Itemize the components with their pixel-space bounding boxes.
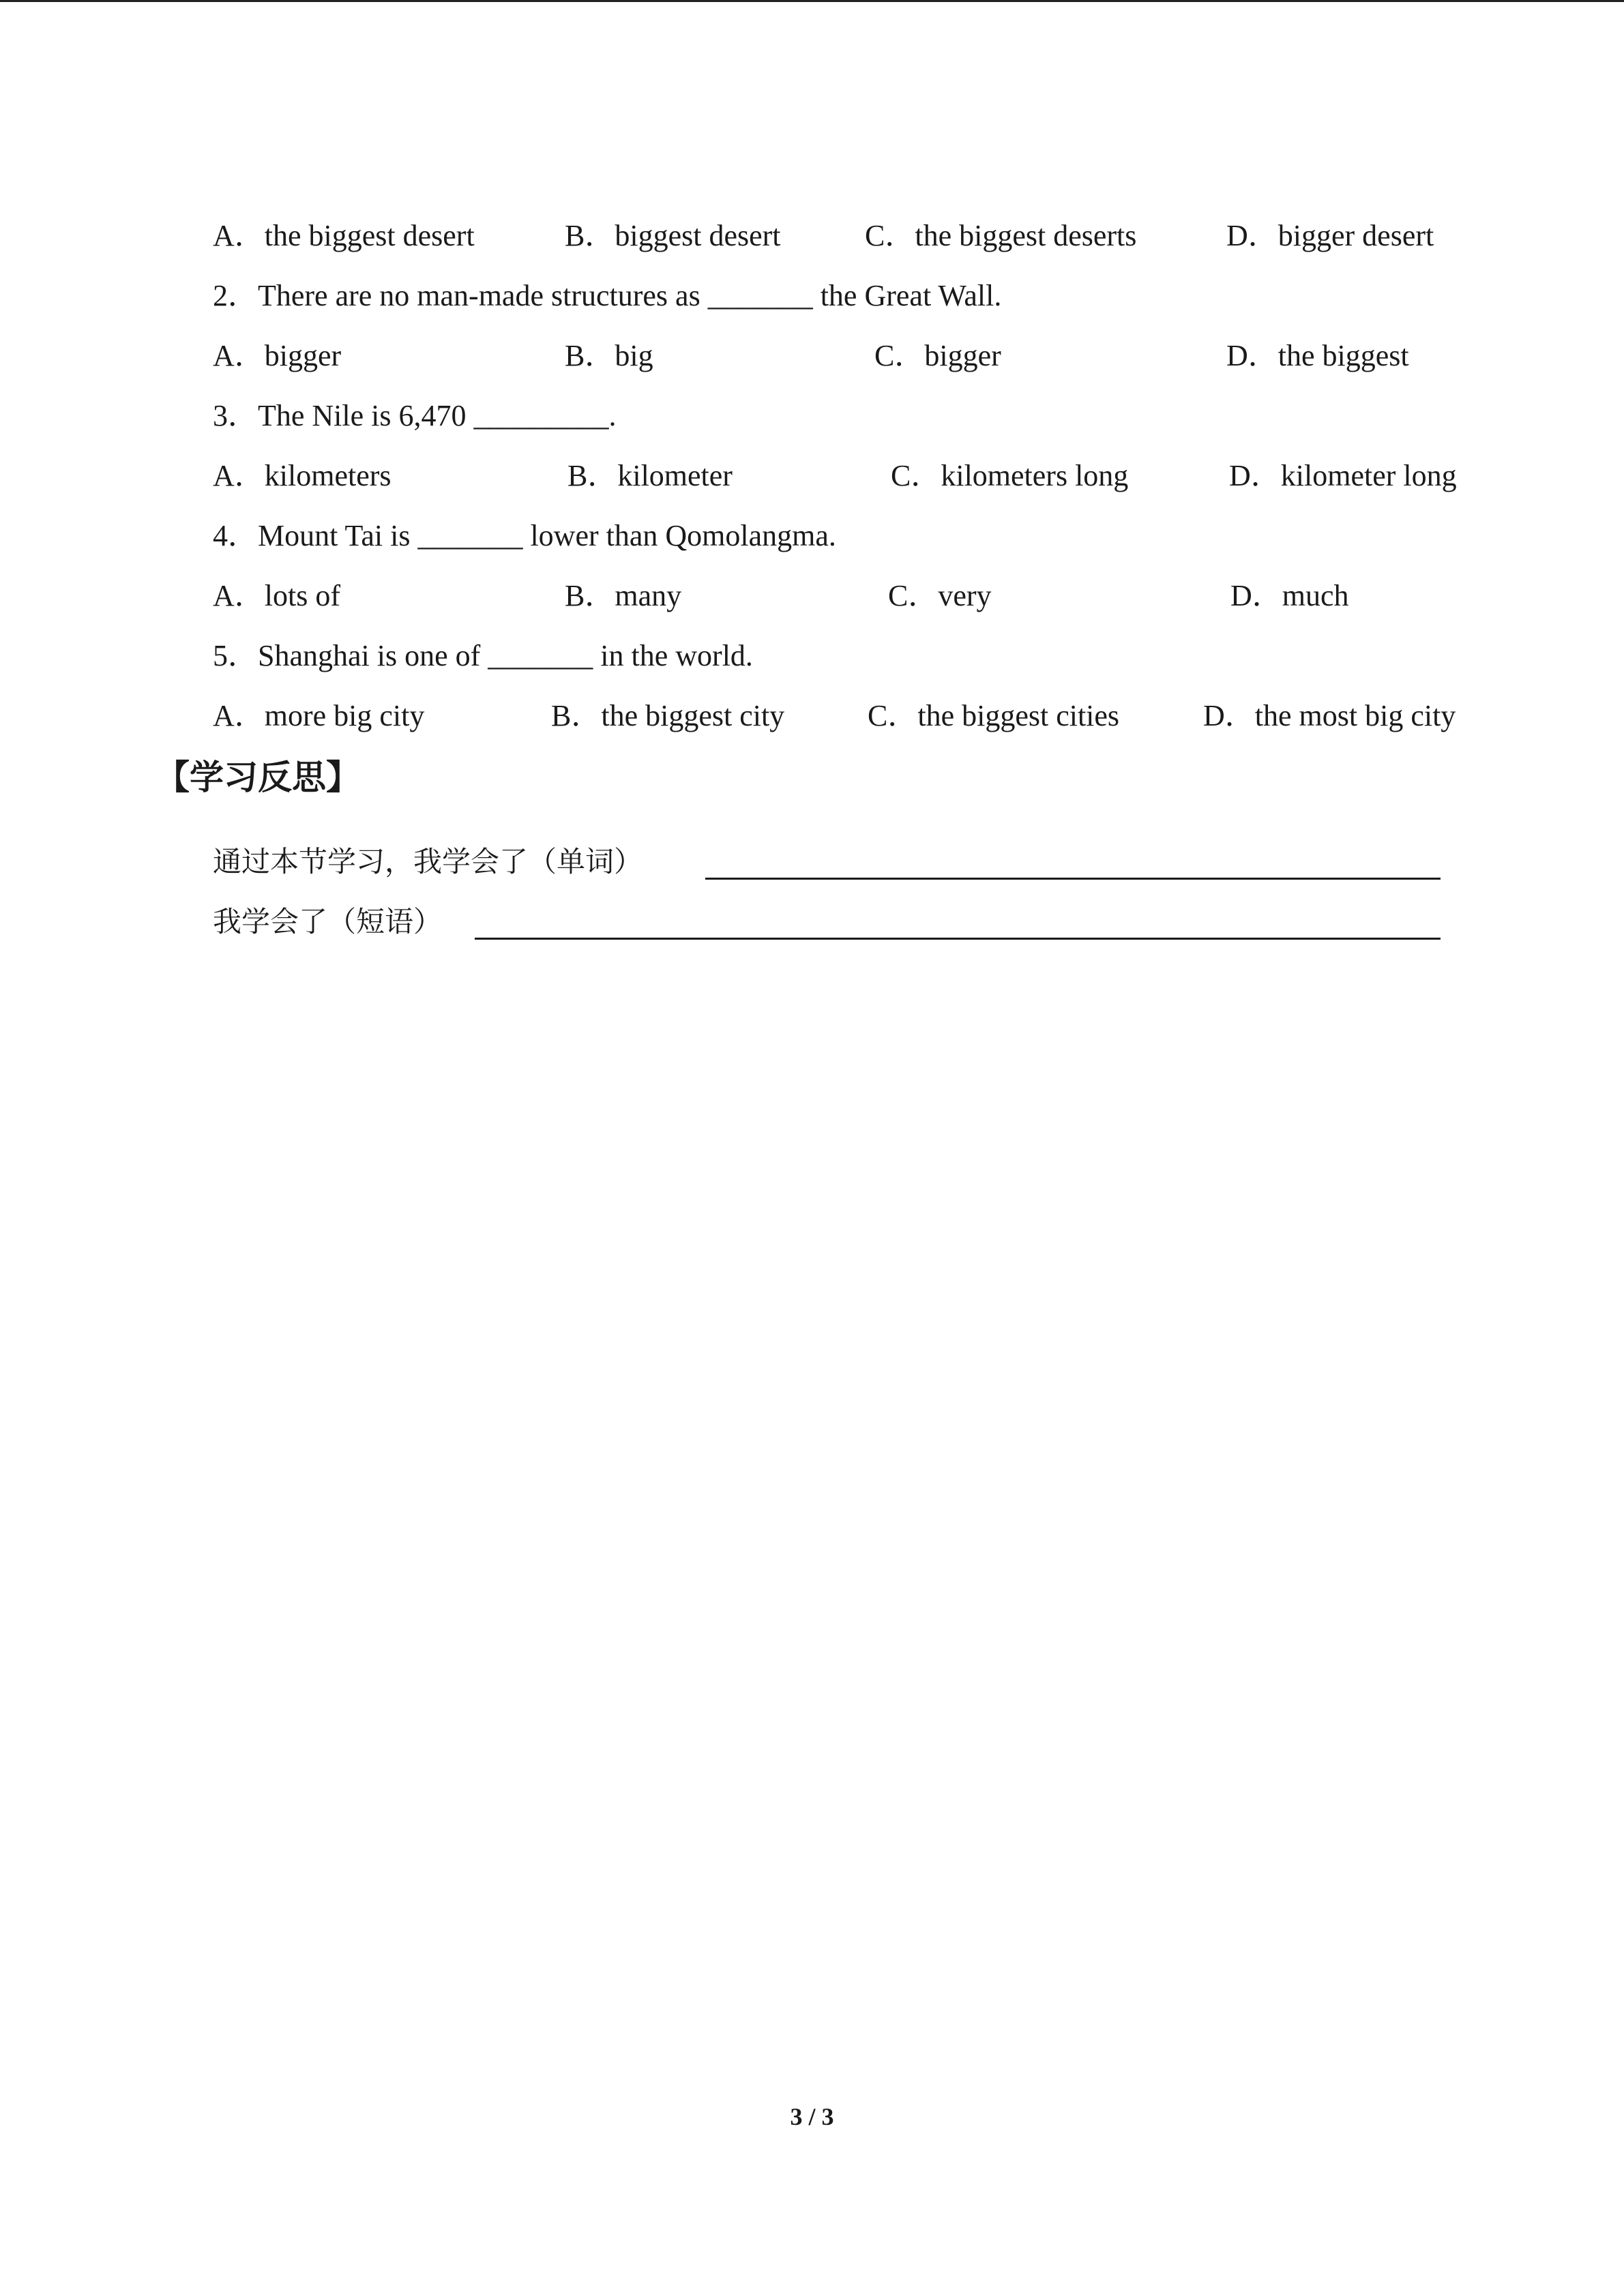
option-d: D．much (1230, 579, 1349, 612)
option-a: A．more big city (213, 699, 425, 732)
option-c: C．the biggest deserts (865, 219, 1137, 252)
option-b: B．kilometer (567, 459, 733, 492)
question-stem: 2．There are no man-made structures as _______ the Great Wall. (213, 279, 1002, 312)
option-c: C．the biggest cities (868, 699, 1120, 732)
option-d: D．bigger desert (1226, 219, 1434, 252)
option-d: D．the biggest (1226, 339, 1409, 372)
question-stem: 4．Mount Tai is _______ lower than Qomolangma. (213, 519, 836, 552)
page-top-border (0, 0, 1624, 2)
question-stem: 3．The Nile is 6,470 _________. (213, 399, 617, 432)
option-a: A．kilometers (213, 459, 392, 492)
reflection-words-label: 通过本节学习，我学会了（单词） (213, 845, 643, 878)
page-number: 3 / 3 (790, 2103, 834, 2130)
reflection-phrases-answer-line[interactable] (475, 938, 1441, 940)
option-b: B．biggest desert (565, 219, 781, 252)
reflection-phrases-label: 我学会了（短语） (213, 905, 443, 938)
option-b: B．many (565, 579, 682, 612)
option-a: A．bigger (213, 339, 342, 372)
option-d: D．kilometer long (1229, 459, 1457, 492)
option-b: B．big (565, 339, 653, 372)
question-stem: 5．Shanghai is one of _______ in the world. (213, 639, 753, 672)
option-d: D．the most big city (1203, 699, 1456, 732)
option-c: C．very (888, 579, 992, 612)
section-heading-reflection: 【学习反思】 (156, 758, 360, 797)
reflection-words-answer-line[interactable] (705, 878, 1441, 880)
option-c: C．bigger (874, 339, 1001, 372)
option-c: C．kilometers long (891, 459, 1129, 492)
option-b: B．the biggest city (551, 699, 785, 732)
option-a: A．the biggest desert (213, 219, 475, 252)
option-a: A．lots of (213, 579, 340, 612)
